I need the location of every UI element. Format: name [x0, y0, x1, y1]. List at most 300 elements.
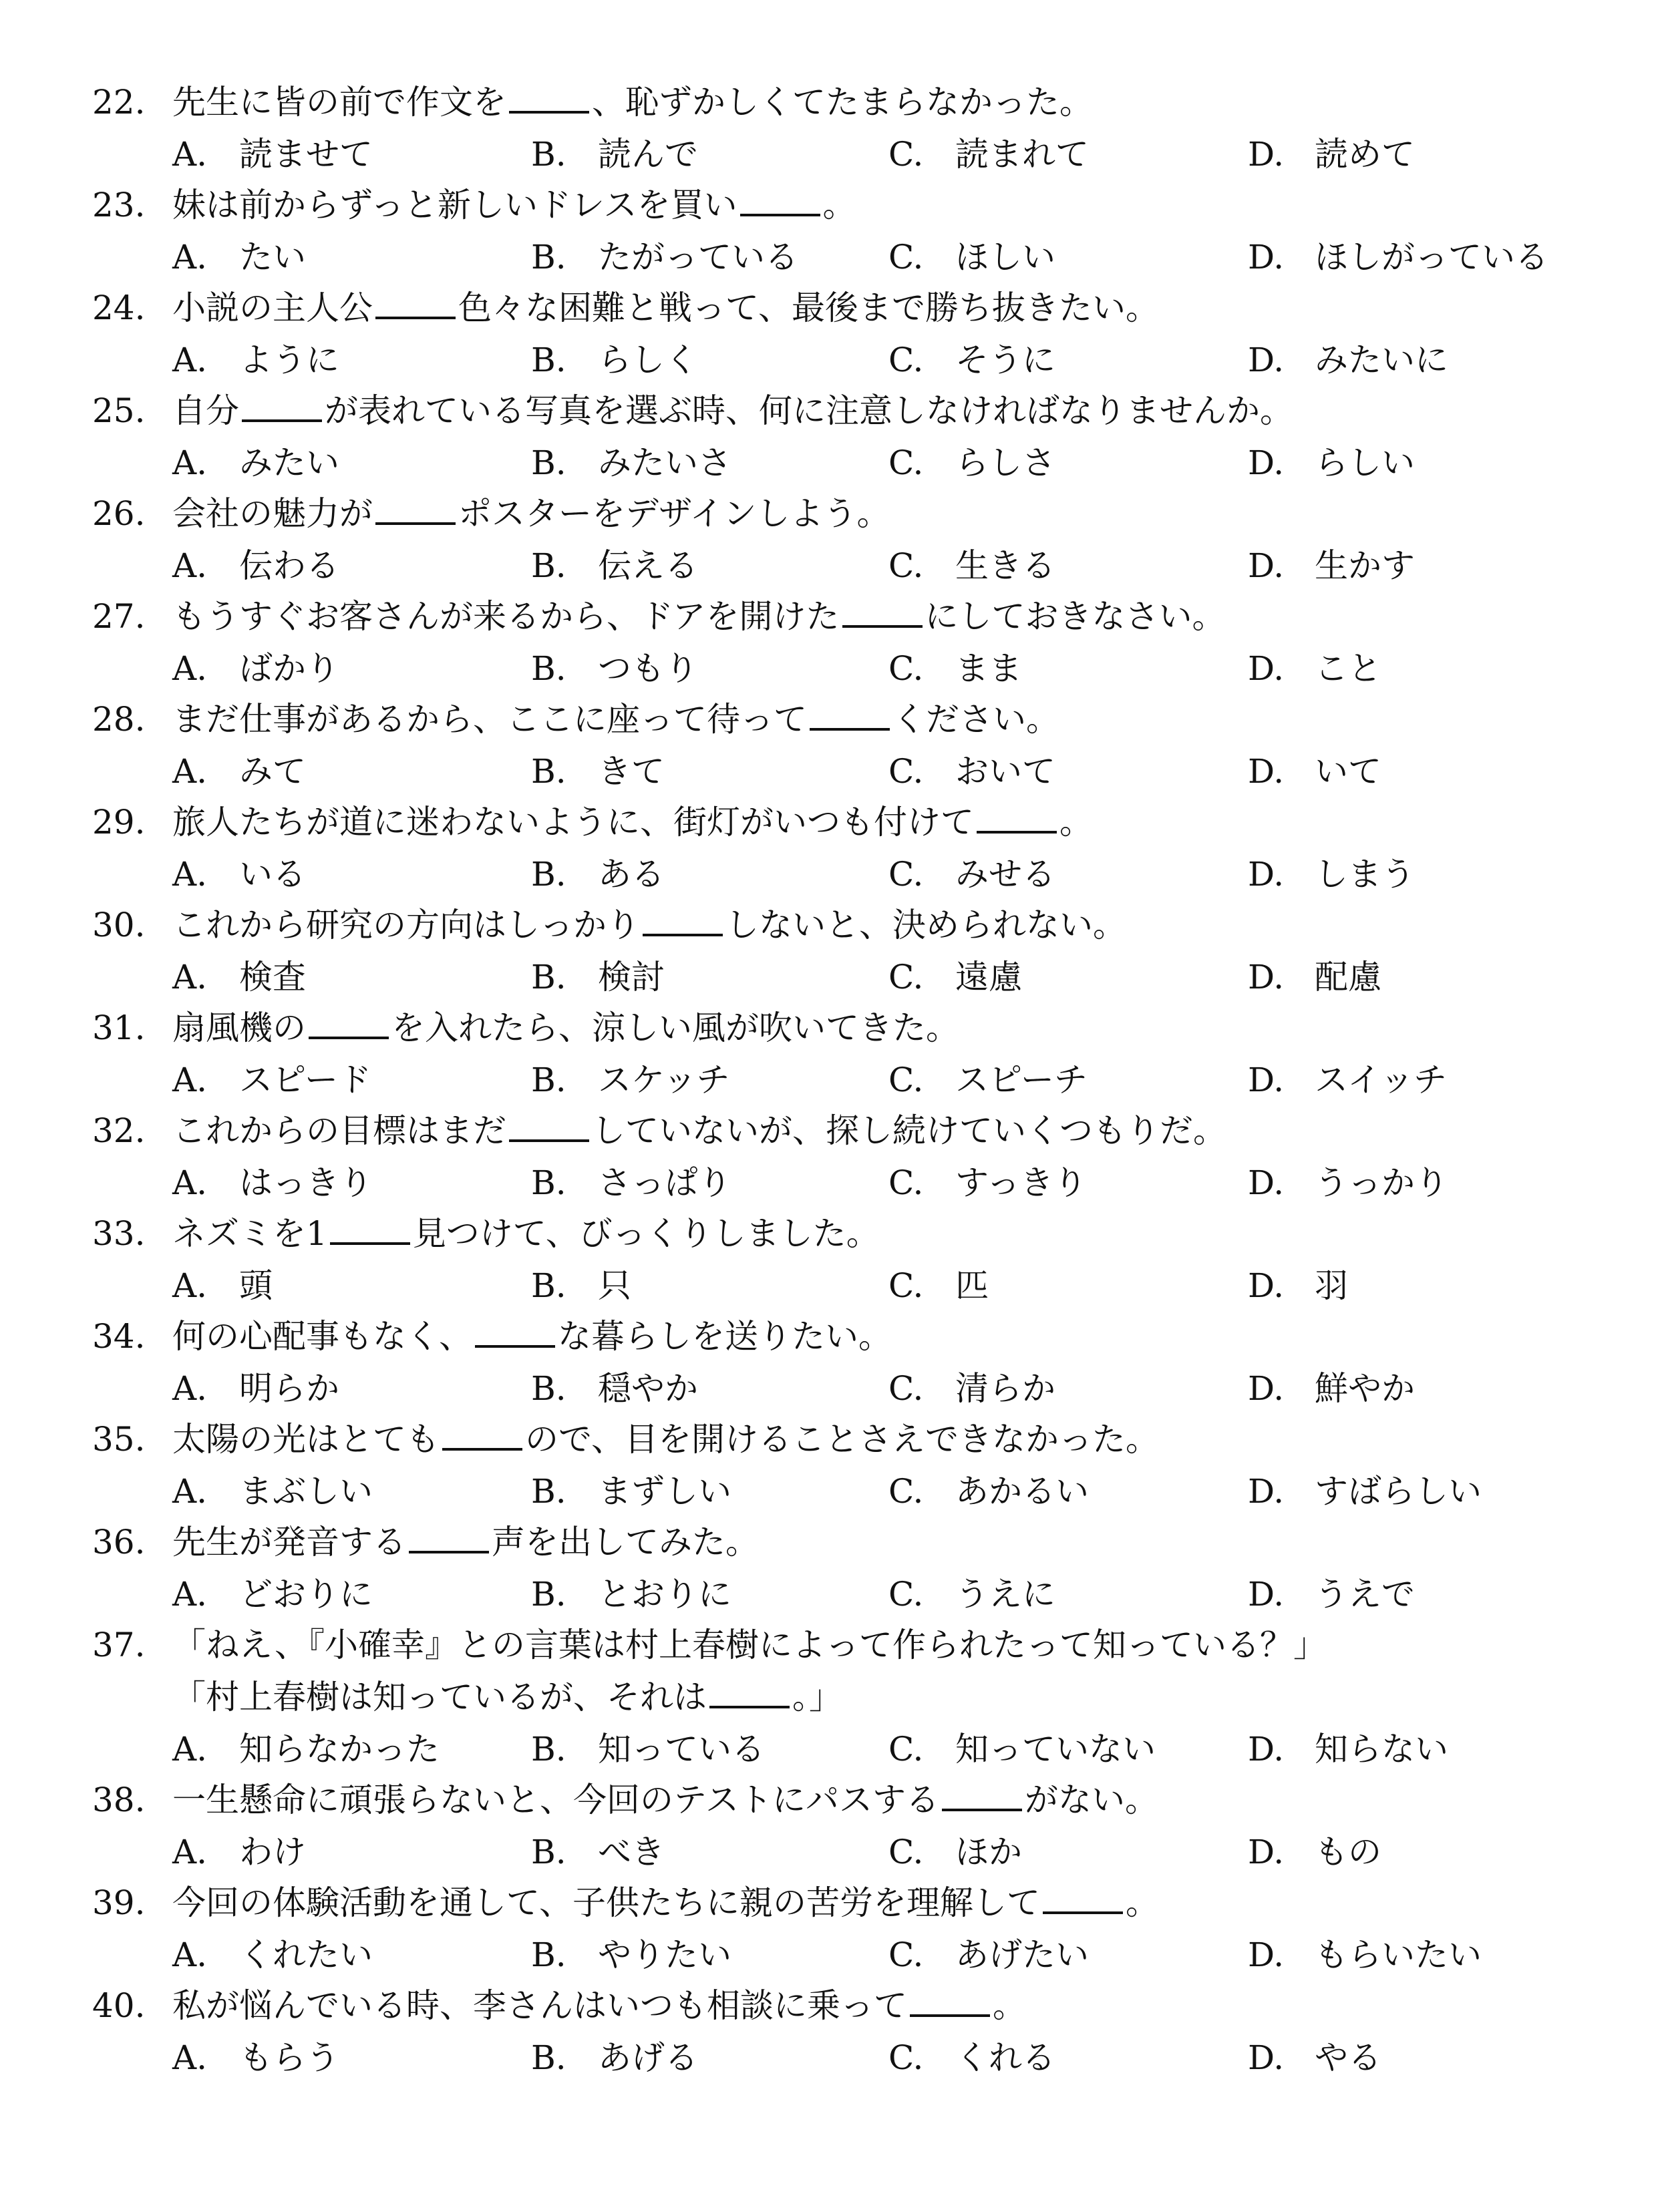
option-b — [531, 542, 698, 589]
question-40 — [0, 1982, 1656, 2085]
option-label: D. — [1248, 443, 1285, 482]
option-label: B. — [531, 1061, 566, 1099]
option-text: スピーチ — [955, 1061, 1088, 1099]
option-b — [531, 1262, 631, 1309]
option-label: B. — [531, 135, 566, 174]
question-number: 28. — [92, 700, 146, 739]
option-label: B. — [531, 1575, 566, 1614]
option-text: まぶしい — [239, 1472, 373, 1511]
stem-text: ネズミを1 — [172, 1214, 327, 1253]
question-number: 29. — [92, 803, 146, 842]
option-text: 遠慮 — [955, 958, 1022, 996]
option-label: B. — [531, 1369, 566, 1408]
question-38 — [0, 1777, 1656, 1879]
stem-text: ください。 — [892, 700, 1059, 739]
option-text: 清らか — [955, 1369, 1055, 1408]
option-text: おいて — [955, 752, 1055, 791]
option-c — [888, 1057, 1088, 1103]
option-c — [888, 131, 1089, 178]
option-label: A. — [172, 855, 208, 894]
question-39 — [0, 1879, 1656, 1982]
answer-blank — [709, 1676, 790, 1708]
option-label: B. — [531, 1472, 566, 1511]
option-c — [888, 954, 1022, 1000]
option-text: さっぱり — [598, 1163, 731, 1202]
option-d — [1248, 234, 1548, 281]
option-b — [531, 1365, 698, 1412]
option-a — [172, 131, 373, 178]
option-label: A. — [172, 1369, 208, 1408]
option-text: 知っていない — [955, 1730, 1156, 1769]
stem-text: 旅人たちが道に迷わないように、街灯がいつも付けて — [172, 803, 974, 842]
option-text: そうに — [955, 341, 1055, 379]
option-label: B. — [531, 1163, 566, 1202]
option-b — [531, 1571, 731, 1618]
answer-blank — [740, 184, 820, 216]
question-number: 24. — [92, 289, 146, 327]
option-text: すっきり — [955, 1163, 1087, 1202]
question-number: 25. — [92, 391, 146, 430]
option-c — [888, 1365, 1055, 1412]
option-text: スイッチ — [1315, 1061, 1447, 1099]
option-label: C. — [888, 1730, 924, 1769]
option-text: もの — [1315, 1833, 1381, 1871]
option-a — [172, 234, 306, 281]
option-b — [531, 2034, 698, 2081]
option-b — [531, 645, 698, 692]
option-text: まずしい — [598, 1472, 731, 1511]
option-text: 伝わる — [239, 546, 339, 585]
option-text: やりたい — [598, 1936, 731, 1974]
question-stem — [92, 1879, 1159, 1926]
question-30 — [0, 902, 1656, 1004]
question-stem-line2 — [172, 1674, 842, 1720]
question-number: 34. — [92, 1317, 146, 1356]
option-label: D. — [1248, 2038, 1285, 2077]
option-a — [172, 2034, 339, 2081]
option-text: みたいに — [1315, 341, 1448, 379]
answer-blank — [375, 493, 456, 525]
option-label: B. — [531, 649, 566, 688]
option-b — [531, 1726, 765, 1773]
option-a — [172, 851, 306, 898]
stem-text: 妹は前からずっと新しいドレスを買い — [172, 186, 737, 224]
question-number: 33. — [92, 1214, 146, 1253]
option-text: らしい — [1315, 443, 1415, 482]
question-26 — [0, 490, 1656, 593]
option-label: B. — [531, 958, 566, 996]
answer-blank — [643, 904, 723, 936]
question-stem — [92, 1004, 959, 1051]
answer-blank — [242, 390, 322, 422]
option-text: やる — [1315, 2038, 1381, 2077]
option-label: B. — [531, 546, 566, 585]
option-c — [888, 1931, 1089, 1978]
question-number: 39. — [92, 1883, 146, 1922]
option-c — [888, 851, 1055, 898]
stem-text: 。 — [822, 186, 856, 224]
option-label: D. — [1248, 1266, 1285, 1305]
option-label: A. — [172, 2038, 208, 2077]
answer-blank — [842, 596, 923, 628]
option-d — [1248, 1931, 1482, 1978]
option-label: B. — [531, 341, 566, 379]
stem-text: 私が悩んでいる時、李さんはいつも相談に乗って — [172, 1986, 907, 2025]
option-label: D. — [1248, 1369, 1285, 1408]
option-a — [172, 1365, 339, 1412]
option-label: C. — [888, 1575, 924, 1614]
option-d — [1248, 1571, 1415, 1618]
option-d — [1248, 1726, 1448, 1773]
answer-blank — [1043, 1882, 1123, 1914]
option-text: 検査 — [239, 958, 306, 996]
option-d — [1248, 337, 1448, 383]
option-text: つもり — [598, 649, 698, 688]
option-label: C. — [888, 1936, 924, 1974]
stem-text: ポスターをデザインしよう。 — [458, 494, 890, 533]
option-a — [172, 1931, 373, 1978]
option-label: C. — [888, 1369, 924, 1408]
option-label: A. — [172, 341, 208, 379]
option-b — [531, 439, 731, 486]
question-number: 26. — [92, 494, 146, 533]
option-text: 只 — [598, 1266, 631, 1305]
stem-text: を入れたら、涼しい風が吹いてきた。 — [391, 1008, 959, 1047]
option-label: B. — [531, 855, 566, 894]
option-d — [1248, 1159, 1448, 1206]
option-text: 知らない — [1315, 1730, 1448, 1769]
option-label: D. — [1248, 1730, 1285, 1769]
option-a — [172, 1262, 273, 1309]
option-label: A. — [172, 1061, 208, 1099]
answer-blank — [977, 801, 1057, 834]
option-label: C. — [888, 2038, 924, 2077]
option-label: C. — [888, 546, 924, 585]
stem-text: 。 — [1059, 803, 1093, 842]
option-c — [888, 645, 1022, 692]
option-label: A. — [172, 238, 208, 276]
question-33 — [0, 1210, 1656, 1313]
option-text: 生きる — [955, 546, 1055, 585]
option-label: D. — [1248, 341, 1285, 379]
question-stem — [92, 490, 890, 537]
option-label: B. — [531, 752, 566, 791]
option-text: ように — [239, 341, 339, 379]
stem-text: 声を出してみた。 — [492, 1523, 759, 1561]
option-text: はっきり — [239, 1163, 373, 1202]
question-22 — [0, 79, 1656, 182]
stem-text: 自分 — [172, 391, 239, 430]
question-stem — [92, 1982, 1026, 2029]
option-text: みたい — [239, 443, 339, 482]
stem-text: これから研究の方向はしっかり — [172, 906, 640, 944]
option-label: B. — [531, 1936, 566, 1974]
question-number: 30. — [92, 906, 146, 944]
option-d — [1248, 1262, 1348, 1309]
option-b — [531, 131, 698, 178]
option-text: くれたい — [239, 1936, 373, 1974]
option-c — [888, 2034, 1055, 2081]
option-text: 鮮やか — [1315, 1369, 1415, 1408]
option-a — [172, 1829, 306, 1875]
option-text: どおりに — [239, 1575, 373, 1614]
option-text: まま — [955, 649, 1022, 688]
stem-text: していないが、探し続けていくつもりだ。 — [592, 1111, 1226, 1150]
option-c — [888, 1159, 1087, 1206]
option-text: スケッチ — [598, 1061, 730, 1099]
question-number: 36. — [92, 1523, 146, 1561]
question-28 — [0, 696, 1656, 799]
option-text: たい — [239, 238, 306, 276]
question-number: 35. — [92, 1420, 146, 1459]
option-d — [1248, 645, 1381, 692]
option-label: A. — [172, 1472, 208, 1511]
stem-text: まだ仕事があるから、ここに座って待って — [172, 700, 807, 739]
option-text: いる — [239, 855, 306, 894]
option-label: B. — [531, 1833, 566, 1871]
option-text: 検討 — [598, 958, 665, 996]
stem-text: 。 — [1126, 1883, 1159, 1922]
option-a — [172, 1726, 440, 1773]
option-text: みせる — [955, 855, 1055, 894]
option-c — [888, 1262, 989, 1309]
option-text: くれる — [955, 2038, 1055, 2077]
option-text: ほか — [955, 1833, 1022, 1871]
stem-text: しないと、決められない。 — [725, 906, 1126, 944]
option-label: A. — [172, 1575, 208, 1614]
answer-blank — [330, 1213, 410, 1245]
question-36 — [0, 1519, 1656, 1622]
option-label: C. — [888, 1472, 924, 1511]
question-stem — [92, 696, 1059, 743]
question-number: 40. — [92, 1986, 146, 2025]
option-text: すばらしい — [1315, 1472, 1482, 1511]
option-label: D. — [1248, 135, 1285, 174]
stem-text: な暮らしを送りたい。 — [558, 1317, 892, 1356]
stem-text: 。」 — [792, 1678, 842, 1716]
option-d — [1248, 1365, 1415, 1412]
option-text: あかるい — [955, 1472, 1089, 1511]
option-label: C. — [888, 238, 924, 276]
option-text: あげたい — [955, 1936, 1089, 1974]
stem-text: 色々な困難と戦って、最後まで勝ち抜きたい。 — [458, 289, 1159, 327]
option-d — [1248, 851, 1415, 898]
option-label: C. — [888, 135, 924, 174]
question-stem — [92, 1519, 759, 1565]
option-b — [531, 1159, 731, 1206]
option-label: C. — [888, 855, 924, 894]
option-label: B. — [531, 443, 566, 482]
option-label: B. — [531, 238, 566, 276]
stem-text: 、恥ずかしくてたまらなかった。 — [592, 83, 1093, 122]
answer-blank — [942, 1779, 1022, 1811]
stem-text: にしておきなさい。 — [925, 597, 1226, 636]
stem-text: 扇風機の — [172, 1008, 306, 1047]
option-text: きて — [598, 752, 665, 791]
option-label: A. — [172, 1730, 208, 1769]
option-text: たがっている — [598, 238, 798, 276]
option-d — [1248, 2034, 1381, 2081]
option-b — [531, 337, 698, 383]
answer-blank — [375, 287, 456, 319]
option-text: 読まれて — [955, 135, 1089, 174]
question-stem — [92, 1107, 1226, 1154]
option-b — [531, 954, 665, 1000]
option-label: A. — [172, 752, 208, 791]
option-text: スピード — [239, 1061, 371, 1099]
option-d — [1248, 1057, 1447, 1103]
stem-text: 見つけて、びっくりしました。 — [412, 1214, 880, 1253]
stem-text: もうすぐお客さんが来るから、ドアを開けた — [172, 597, 840, 636]
option-label: D. — [1248, 1163, 1285, 1202]
option-a — [172, 954, 306, 1000]
option-text: ほしい — [955, 238, 1055, 276]
option-label: C. — [888, 649, 924, 688]
option-text: もらう — [239, 2038, 339, 2077]
stem-text: が表れている写真を選ぶ時、何に注意しなければなりませんか。 — [325, 391, 1293, 430]
answer-blank — [910, 1985, 990, 2017]
option-text: わけ — [239, 1833, 306, 1871]
option-label: A. — [172, 958, 208, 996]
question-number: 37. — [92, 1626, 146, 1664]
question-number: 22. — [92, 83, 146, 122]
question-27 — [0, 593, 1656, 696]
option-label: D. — [1248, 546, 1285, 585]
question-34 — [0, 1313, 1656, 1416]
question-number: 27. — [92, 597, 146, 636]
question-number: 38. — [92, 1781, 146, 1819]
option-label: A. — [172, 1833, 208, 1871]
option-text: 読ませて — [239, 135, 373, 174]
question-24 — [0, 285, 1656, 387]
question-number: 31. — [92, 1008, 146, 1047]
question-31 — [0, 1004, 1656, 1107]
option-c — [888, 234, 1055, 281]
option-a — [172, 542, 339, 589]
option-label: C. — [888, 1163, 924, 1202]
option-text: うえで — [1315, 1575, 1415, 1614]
option-b — [531, 748, 665, 795]
option-text: ばかり — [239, 649, 339, 688]
option-label: C. — [888, 958, 924, 996]
option-d — [1248, 542, 1415, 589]
option-label: C. — [888, 1266, 924, 1305]
option-b — [531, 1468, 731, 1515]
question-stem — [92, 182, 856, 228]
option-text: いて — [1315, 752, 1381, 791]
option-d — [1248, 131, 1415, 178]
option-label: B. — [531, 1266, 566, 1305]
option-text: とおりに — [598, 1575, 731, 1614]
stem-text: 今回の体験活動を通して、子供たちに親の苦労を理解して — [172, 1883, 1040, 1922]
question-stem — [92, 1210, 880, 1257]
option-c — [888, 1571, 1055, 1618]
option-c — [888, 542, 1055, 589]
option-label: C. — [888, 752, 924, 791]
question-number: 23. — [92, 186, 146, 224]
option-label: D. — [1248, 1061, 1285, 1099]
option-c — [888, 1468, 1089, 1515]
answer-blank — [509, 1110, 589, 1142]
option-text: みて — [239, 752, 306, 791]
stem-text: 「ねえ、『小確幸』との言葉は村上春樹によって作られたって知っている？」 — [172, 1626, 1327, 1664]
option-a — [172, 748, 306, 795]
question-37 — [0, 1622, 1656, 1777]
answer-blank — [309, 1007, 389, 1039]
option-label: D. — [1248, 238, 1285, 276]
option-text: しまう — [1315, 855, 1415, 894]
option-c — [888, 748, 1055, 795]
option-text: みたいさ — [598, 443, 731, 482]
question-stem — [92, 1777, 1158, 1823]
option-c — [888, 439, 1055, 486]
stem-text: 何の心配事もなく、 — [172, 1317, 472, 1356]
stem-text: 「村上春樹は知っているが、それは — [172, 1678, 707, 1716]
option-label: D. — [1248, 1575, 1285, 1614]
option-label: C. — [888, 443, 924, 482]
stem-text: 小説の主人公 — [172, 289, 373, 327]
answer-blank — [409, 1521, 489, 1553]
stem-text: これからの目標はまだ — [172, 1111, 506, 1150]
option-label: D. — [1248, 855, 1285, 894]
option-label: A. — [172, 1163, 208, 1202]
option-label: D. — [1248, 1936, 1285, 1974]
option-label: A. — [172, 135, 208, 174]
option-text: 生かす — [1315, 546, 1415, 585]
stem-text: 先生に皆の前で作文を — [172, 83, 506, 122]
option-label: D. — [1248, 958, 1285, 996]
option-label: D. — [1248, 752, 1285, 791]
option-a — [172, 645, 339, 692]
option-b — [531, 1057, 730, 1103]
question-23 — [0, 182, 1656, 285]
stem-text: 一生懸命に頑張らないと、今回のテストにパスする — [172, 1781, 939, 1819]
option-text: 配慮 — [1315, 958, 1381, 996]
option-text: 穏やか — [598, 1369, 698, 1408]
question-stem — [92, 799, 1093, 846]
option-text: らしさ — [955, 443, 1055, 482]
option-label: C. — [888, 1061, 924, 1099]
option-d — [1248, 748, 1381, 795]
option-b — [531, 234, 798, 281]
option-text: 頭 — [239, 1266, 273, 1305]
option-text: 明らか — [239, 1369, 339, 1408]
option-label: C. — [888, 1833, 924, 1871]
stem-text: 。 — [993, 1986, 1026, 2025]
question-29 — [0, 799, 1656, 902]
option-text: 読めて — [1315, 135, 1415, 174]
stem-text: 先生が発音する — [172, 1523, 406, 1561]
option-label: A. — [172, 443, 208, 482]
option-c — [888, 1829, 1022, 1875]
option-text: 知らなかった — [239, 1730, 440, 1769]
option-label: A. — [172, 1266, 208, 1305]
option-label: B. — [531, 1730, 566, 1769]
stem-text: ので、目を開けることさえできなかった。 — [525, 1420, 1159, 1459]
question-35 — [0, 1416, 1656, 1519]
option-d — [1248, 954, 1381, 1000]
question-32 — [0, 1107, 1656, 1210]
question-25 — [0, 387, 1656, 490]
option-a — [172, 1468, 373, 1515]
option-d — [1248, 1829, 1381, 1875]
answer-blank — [509, 81, 589, 114]
option-text: べき — [598, 1833, 665, 1871]
option-d — [1248, 439, 1415, 486]
question-stem — [92, 1622, 1327, 1668]
option-a — [172, 439, 339, 486]
option-label: A. — [172, 1936, 208, 1974]
